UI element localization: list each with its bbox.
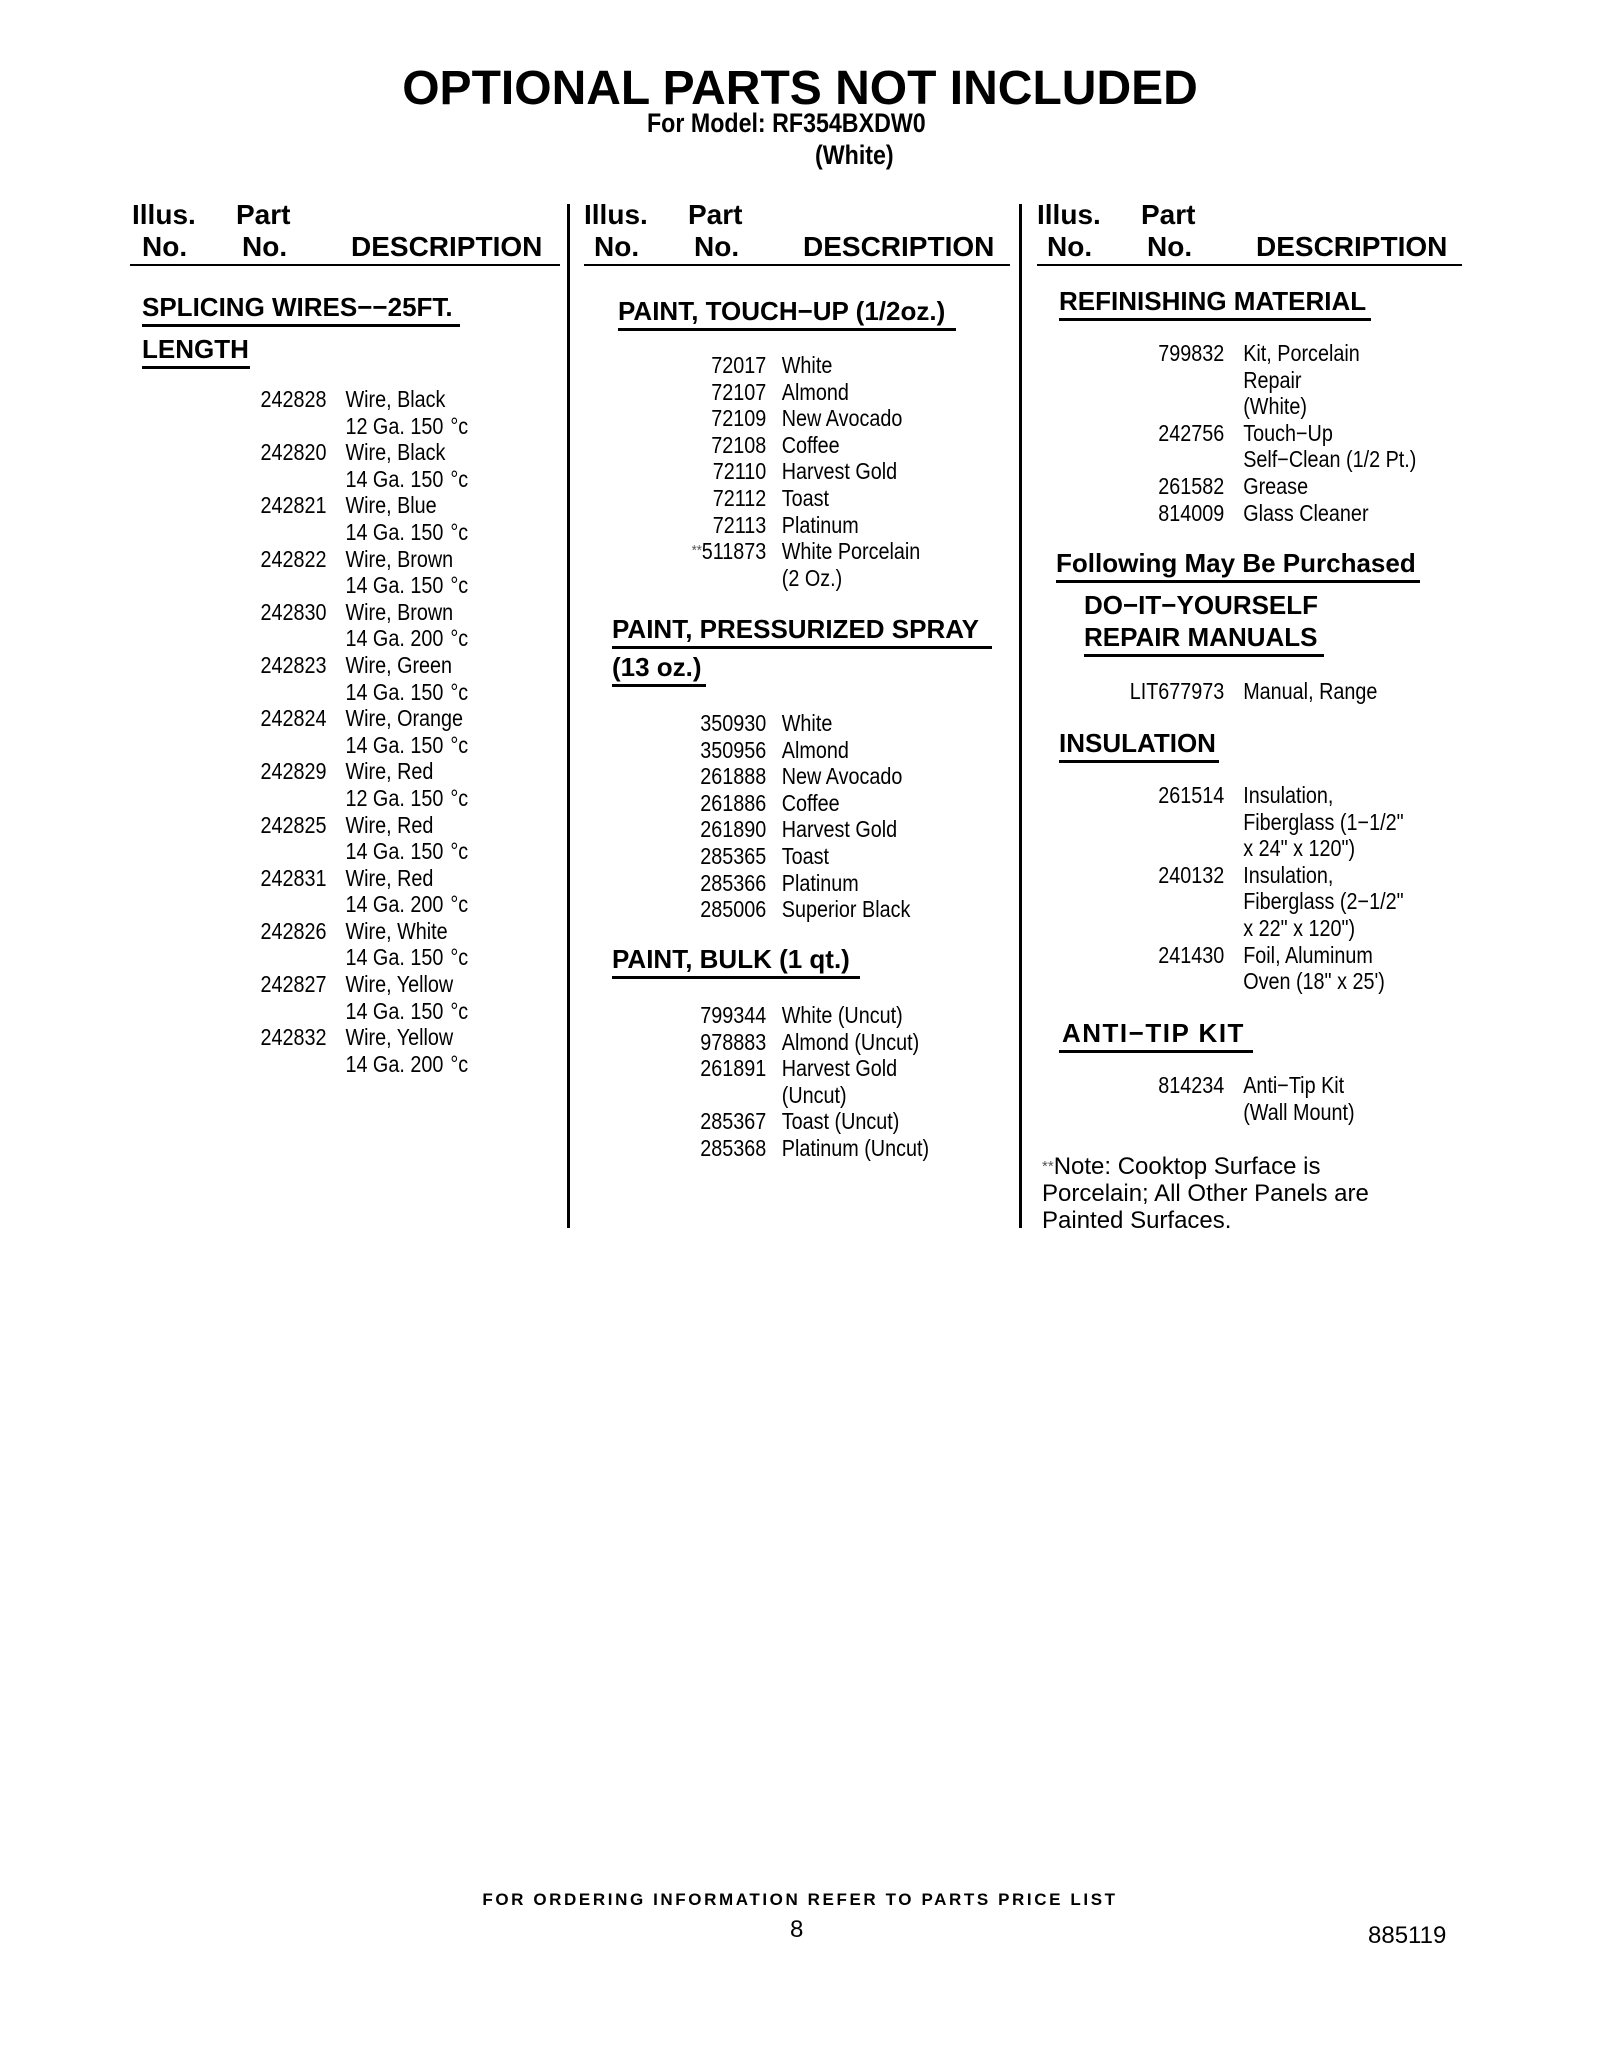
part-description: Wire, White <box>345 917 448 944</box>
diy-manuals-title-underline <box>1084 654 1324 657</box>
col2-header-no: No. <box>594 231 640 262</box>
part-description: Wire, Yellow <box>345 971 454 998</box>
part-description-line2: 14 Ga. 150 <box>345 678 444 705</box>
col3-header-no: No. <box>1047 231 1093 262</box>
part-number: 242829 <box>260 758 327 785</box>
part-description: New Avocado <box>781 763 903 790</box>
part-description-line2: 14 Ga. 150 <box>345 731 444 758</box>
part-number: 240132 <box>1158 861 1225 888</box>
col3-header-no2: No. <box>1147 231 1193 262</box>
part-number: 72107 <box>711 378 767 405</box>
touchup-title-underline <box>618 328 956 331</box>
part-number: 261888 <box>700 763 767 790</box>
page-number: 8 <box>790 1916 804 1943</box>
part-description-line2: 14 Ga. 150 <box>345 944 444 971</box>
part-number: 72108 <box>711 431 767 458</box>
part-description: Harvest Gold <box>781 458 898 485</box>
part-number: 285368 <box>700 1134 767 1161</box>
part-description-line2: Repair <box>1243 366 1302 393</box>
part-number: 511873 <box>701 538 767 565</box>
part-number: 242831 <box>260 864 327 891</box>
part-description: Wire, Blue <box>345 492 437 519</box>
temp-unit: °c <box>450 465 469 492</box>
part-description: Kit, Porcelain <box>1243 340 1360 366</box>
part-description: Insulation, <box>1243 861 1334 888</box>
color-line: (White) <box>815 140 894 170</box>
part-description-line2: Oven (18" x 25') <box>1243 968 1385 995</box>
part-description: White <box>781 710 833 736</box>
part-description: Platinum <box>781 869 859 896</box>
part-description: Touch−Up <box>1243 419 1333 446</box>
part-number: 261891 <box>700 1055 767 1082</box>
spray-parts-list <box>682 710 931 923</box>
temp-unit: °c <box>450 1050 469 1077</box>
part-description: Wire, Red <box>345 758 434 785</box>
part-number: 814009 <box>1158 499 1225 526</box>
col3-header-part: Part <box>1141 199 1196 230</box>
part-number: 242827 <box>260 971 327 998</box>
part-number: 242820 <box>260 439 327 466</box>
part-description-line2: (Uncut) <box>781 1081 847 1108</box>
splicing-parts-list <box>256 386 497 1077</box>
part-description: Wire, Brown <box>345 545 454 572</box>
temp-unit: °c <box>450 944 469 971</box>
part-description: Wire, Red <box>345 811 434 838</box>
part-number: 72112 <box>712 484 767 511</box>
antitip-title-underline <box>1059 1050 1253 1053</box>
temp-unit: °c <box>450 678 469 705</box>
following-title-underline <box>1056 580 1420 583</box>
temp-unit: °c <box>450 625 469 652</box>
part-description-line2: 12 Ga. 150 <box>345 412 444 439</box>
part-number: 242828 <box>260 386 327 412</box>
note-line-3: Painted Surfaces. <box>1042 1207 1232 1234</box>
touchup-parts-list <box>682 352 931 591</box>
temp-unit: °c <box>450 838 469 865</box>
part-number: 799832 <box>1158 340 1225 366</box>
part-number: LIT677973 <box>1129 678 1225 704</box>
column-divider-1 <box>567 204 570 1228</box>
part-description-line2: Fiberglass (2−1/2" <box>1243 888 1404 915</box>
part-description: Toast <box>781 842 830 869</box>
part-description: Coffee <box>781 431 840 458</box>
part-description-line2: Fiberglass (1−1/2" <box>1243 808 1404 835</box>
note-line-2: Porcelain; All Other Panels are <box>1042 1180 1369 1207</box>
page-title: OPTIONAL PARTS NOT INCLUDED <box>402 62 1198 115</box>
ordering-info-footer: FOR ORDERING INFORMATION REFER TO PARTS PRICE LIST <box>482 1890 1118 1909</box>
part-description: Superior Black <box>781 896 911 923</box>
document-number: 885119 <box>1368 1922 1447 1949</box>
antitip-parts-list <box>1140 1072 1415 1125</box>
part-description-line2: 14 Ga. 150 <box>345 997 444 1024</box>
part-description: Glass Cleaner <box>1243 499 1369 526</box>
part-number: 799344 <box>700 1002 767 1028</box>
part-number: 72110 <box>712 458 767 485</box>
part-description-line2: 14 Ga. 150 <box>345 572 444 599</box>
spray-section-title: PAINT, PRESSURIZED SPRAY <box>612 614 979 644</box>
part-description: Grease <box>1243 472 1309 499</box>
part-number: 242821 <box>260 492 327 519</box>
part-description: Almond (Uncut) <box>781 1028 920 1055</box>
col1-header-no: No. <box>142 231 188 262</box>
part-description: Wire, Orange <box>345 705 464 732</box>
part-number: 242756 <box>1158 419 1225 446</box>
part-description-line2: 14 Ga. 150 <box>345 518 444 545</box>
part-description: Insulation, <box>1243 782 1334 808</box>
col2-header-illus: Illus. <box>584 199 648 230</box>
part-description-line2: (Wall Mount) <box>1243 1098 1355 1125</box>
refinishing-parts-list <box>1140 340 1415 526</box>
col2-header-rule <box>584 264 1010 266</box>
part-description: Manual, Range <box>1243 678 1378 704</box>
diy-manuals-title-line1: DO−IT−YOURSELF <box>1084 590 1319 620</box>
part-number: 261886 <box>700 789 767 816</box>
part-description-line2: 14 Ga. 150 <box>345 838 444 865</box>
part-number: 814234 <box>1158 1072 1225 1098</box>
col2-header-description: DESCRIPTION <box>803 231 995 262</box>
col1-header-rule <box>130 264 560 266</box>
touchup-section-title: PAINT, TOUCH−UP (1/2oz.) <box>618 296 946 326</box>
splicing-title2-underline <box>142 366 250 369</box>
double-asterisk-mark: ** <box>691 542 702 560</box>
porcelain-note <box>1042 1153 1442 1234</box>
part-description: Foil, Aluminum <box>1243 941 1373 968</box>
part-description: Harvest Gold <box>781 1055 898 1082</box>
part-description-line2: Self−Clean (1/2 Pt.) <box>1243 446 1417 473</box>
part-description: Coffee <box>781 789 840 816</box>
part-description-line2: 12 Ga. 150 <box>345 784 444 811</box>
part-number: 242823 <box>260 651 327 678</box>
col3-header-illus: Illus. <box>1037 199 1101 230</box>
col1-header-no2: No. <box>242 231 288 262</box>
spray-title2-underline <box>612 684 706 687</box>
part-number: 261890 <box>700 816 767 843</box>
part-number: 978883 <box>700 1028 767 1055</box>
part-description-line2: (2 Oz.) <box>781 564 843 591</box>
column-divider-2 <box>1019 204 1022 1228</box>
double-asterisk-mark: ** <box>1042 1158 1054 1175</box>
temp-unit: °c <box>450 784 469 811</box>
part-number: 242825 <box>260 811 327 838</box>
part-description: Anti−Tip Kit <box>1243 1072 1345 1098</box>
part-description: New Avocado <box>781 405 903 432</box>
diy-manuals-parts-list <box>1129 678 1415 705</box>
part-number: 242822 <box>260 545 327 572</box>
part-description: Wire, Green <box>345 651 453 678</box>
splicing-title-underline <box>142 324 460 327</box>
antitip-section-title: ANTI−TIP KIT <box>1062 1018 1245 1048</box>
insulation-section-title: INSULATION <box>1059 728 1216 758</box>
col2-header-part: Part <box>688 199 743 230</box>
col1-header-illus: Illus. <box>132 199 196 230</box>
part-description-line2: 14 Ga. 200 <box>345 1050 444 1077</box>
spray-section-title-line2: (13 oz.) <box>612 652 702 682</box>
bulk-section-title: PAINT, BULK (1 qt.) <box>612 944 850 974</box>
part-number: 285366 <box>700 869 767 896</box>
part-description: Wire, Red <box>345 864 434 891</box>
part-description: White <box>781 352 833 378</box>
part-number: 285365 <box>700 842 767 869</box>
note-line-1: Note: Cooktop Surface is <box>1053 1153 1321 1180</box>
refinishing-section-title: REFINISHING MATERIAL <box>1059 286 1367 316</box>
temp-unit: °c <box>450 412 469 439</box>
part-number: 285006 <box>700 896 767 923</box>
part-description-line2: 14 Ga. 200 <box>345 625 444 652</box>
temp-unit: °c <box>450 891 469 918</box>
temp-unit: °c <box>450 572 469 599</box>
part-number: 242832 <box>260 1024 327 1051</box>
part-number: 72017 <box>711 352 767 378</box>
insulation-title-underline <box>1059 760 1219 763</box>
spray-title-underline <box>612 646 992 649</box>
part-number: 350956 <box>700 736 767 763</box>
col3-header-description: DESCRIPTION <box>1256 231 1448 262</box>
splicing-section-title: SPLICING WIRES−−25FT. <box>142 292 453 322</box>
part-description-line3: x 22" x 120") <box>1243 914 1356 941</box>
part-description: Wire, Black <box>345 439 446 466</box>
splicing-section-title-line2: LENGTH <box>142 334 249 364</box>
part-description-line2: 14 Ga. 200 <box>345 891 444 918</box>
part-description: Wire, Yellow <box>345 1024 454 1051</box>
part-number: 242824 <box>260 705 327 732</box>
part-number: 261514 <box>1158 782 1225 808</box>
part-description: White Porcelain <box>781 538 921 565</box>
col3-header-rule <box>1037 264 1462 266</box>
part-description-line2: 14 Ga. 150 <box>345 465 444 492</box>
col1-header-description: DESCRIPTION <box>351 231 543 262</box>
part-number: 242826 <box>260 917 327 944</box>
following-section-title: Following May Be Purchased <box>1056 548 1416 578</box>
col2-header-no2: No. <box>694 231 740 262</box>
insulation-parts-list <box>1140 782 1415 995</box>
bulk-title-underline <box>612 976 860 979</box>
part-description: Platinum <box>781 511 859 538</box>
part-description: Wire, Black <box>345 386 446 412</box>
part-number: 242830 <box>260 598 327 625</box>
part-number: 261582 <box>1158 472 1225 499</box>
part-description: Toast (Uncut) <box>781 1108 900 1135</box>
part-description: White (Uncut) <box>781 1002 903 1028</box>
part-description-line3: (White) <box>1243 393 1307 420</box>
diy-manuals-title-line2: REPAIR MANUALS <box>1084 622 1318 652</box>
bulk-parts-list <box>682 1002 931 1162</box>
part-number: 72109 <box>711 405 767 432</box>
model-line: For Model: RF354BXDW0 <box>647 108 926 138</box>
part-number: 285367 <box>700 1108 767 1135</box>
part-number: 241430 <box>1158 941 1225 968</box>
part-description: Toast <box>781 484 830 511</box>
part-number: 350930 <box>700 710 767 736</box>
part-description-line3: x 24" x 120") <box>1243 835 1356 862</box>
part-description: Platinum (Uncut) <box>781 1134 930 1161</box>
temp-unit: °c <box>450 997 469 1024</box>
temp-unit: °c <box>450 518 469 545</box>
part-description: Harvest Gold <box>781 816 898 843</box>
part-description: Almond <box>781 736 849 763</box>
part-description: Wire, Brown <box>345 598 454 625</box>
refinishing-title-underline <box>1059 318 1371 321</box>
part-number: 72113 <box>712 511 767 538</box>
part-description: Almond <box>781 378 849 405</box>
part-number-with-mark <box>692 538 767 565</box>
col1-header-part: Part <box>236 199 291 230</box>
temp-unit: °c <box>450 731 469 758</box>
